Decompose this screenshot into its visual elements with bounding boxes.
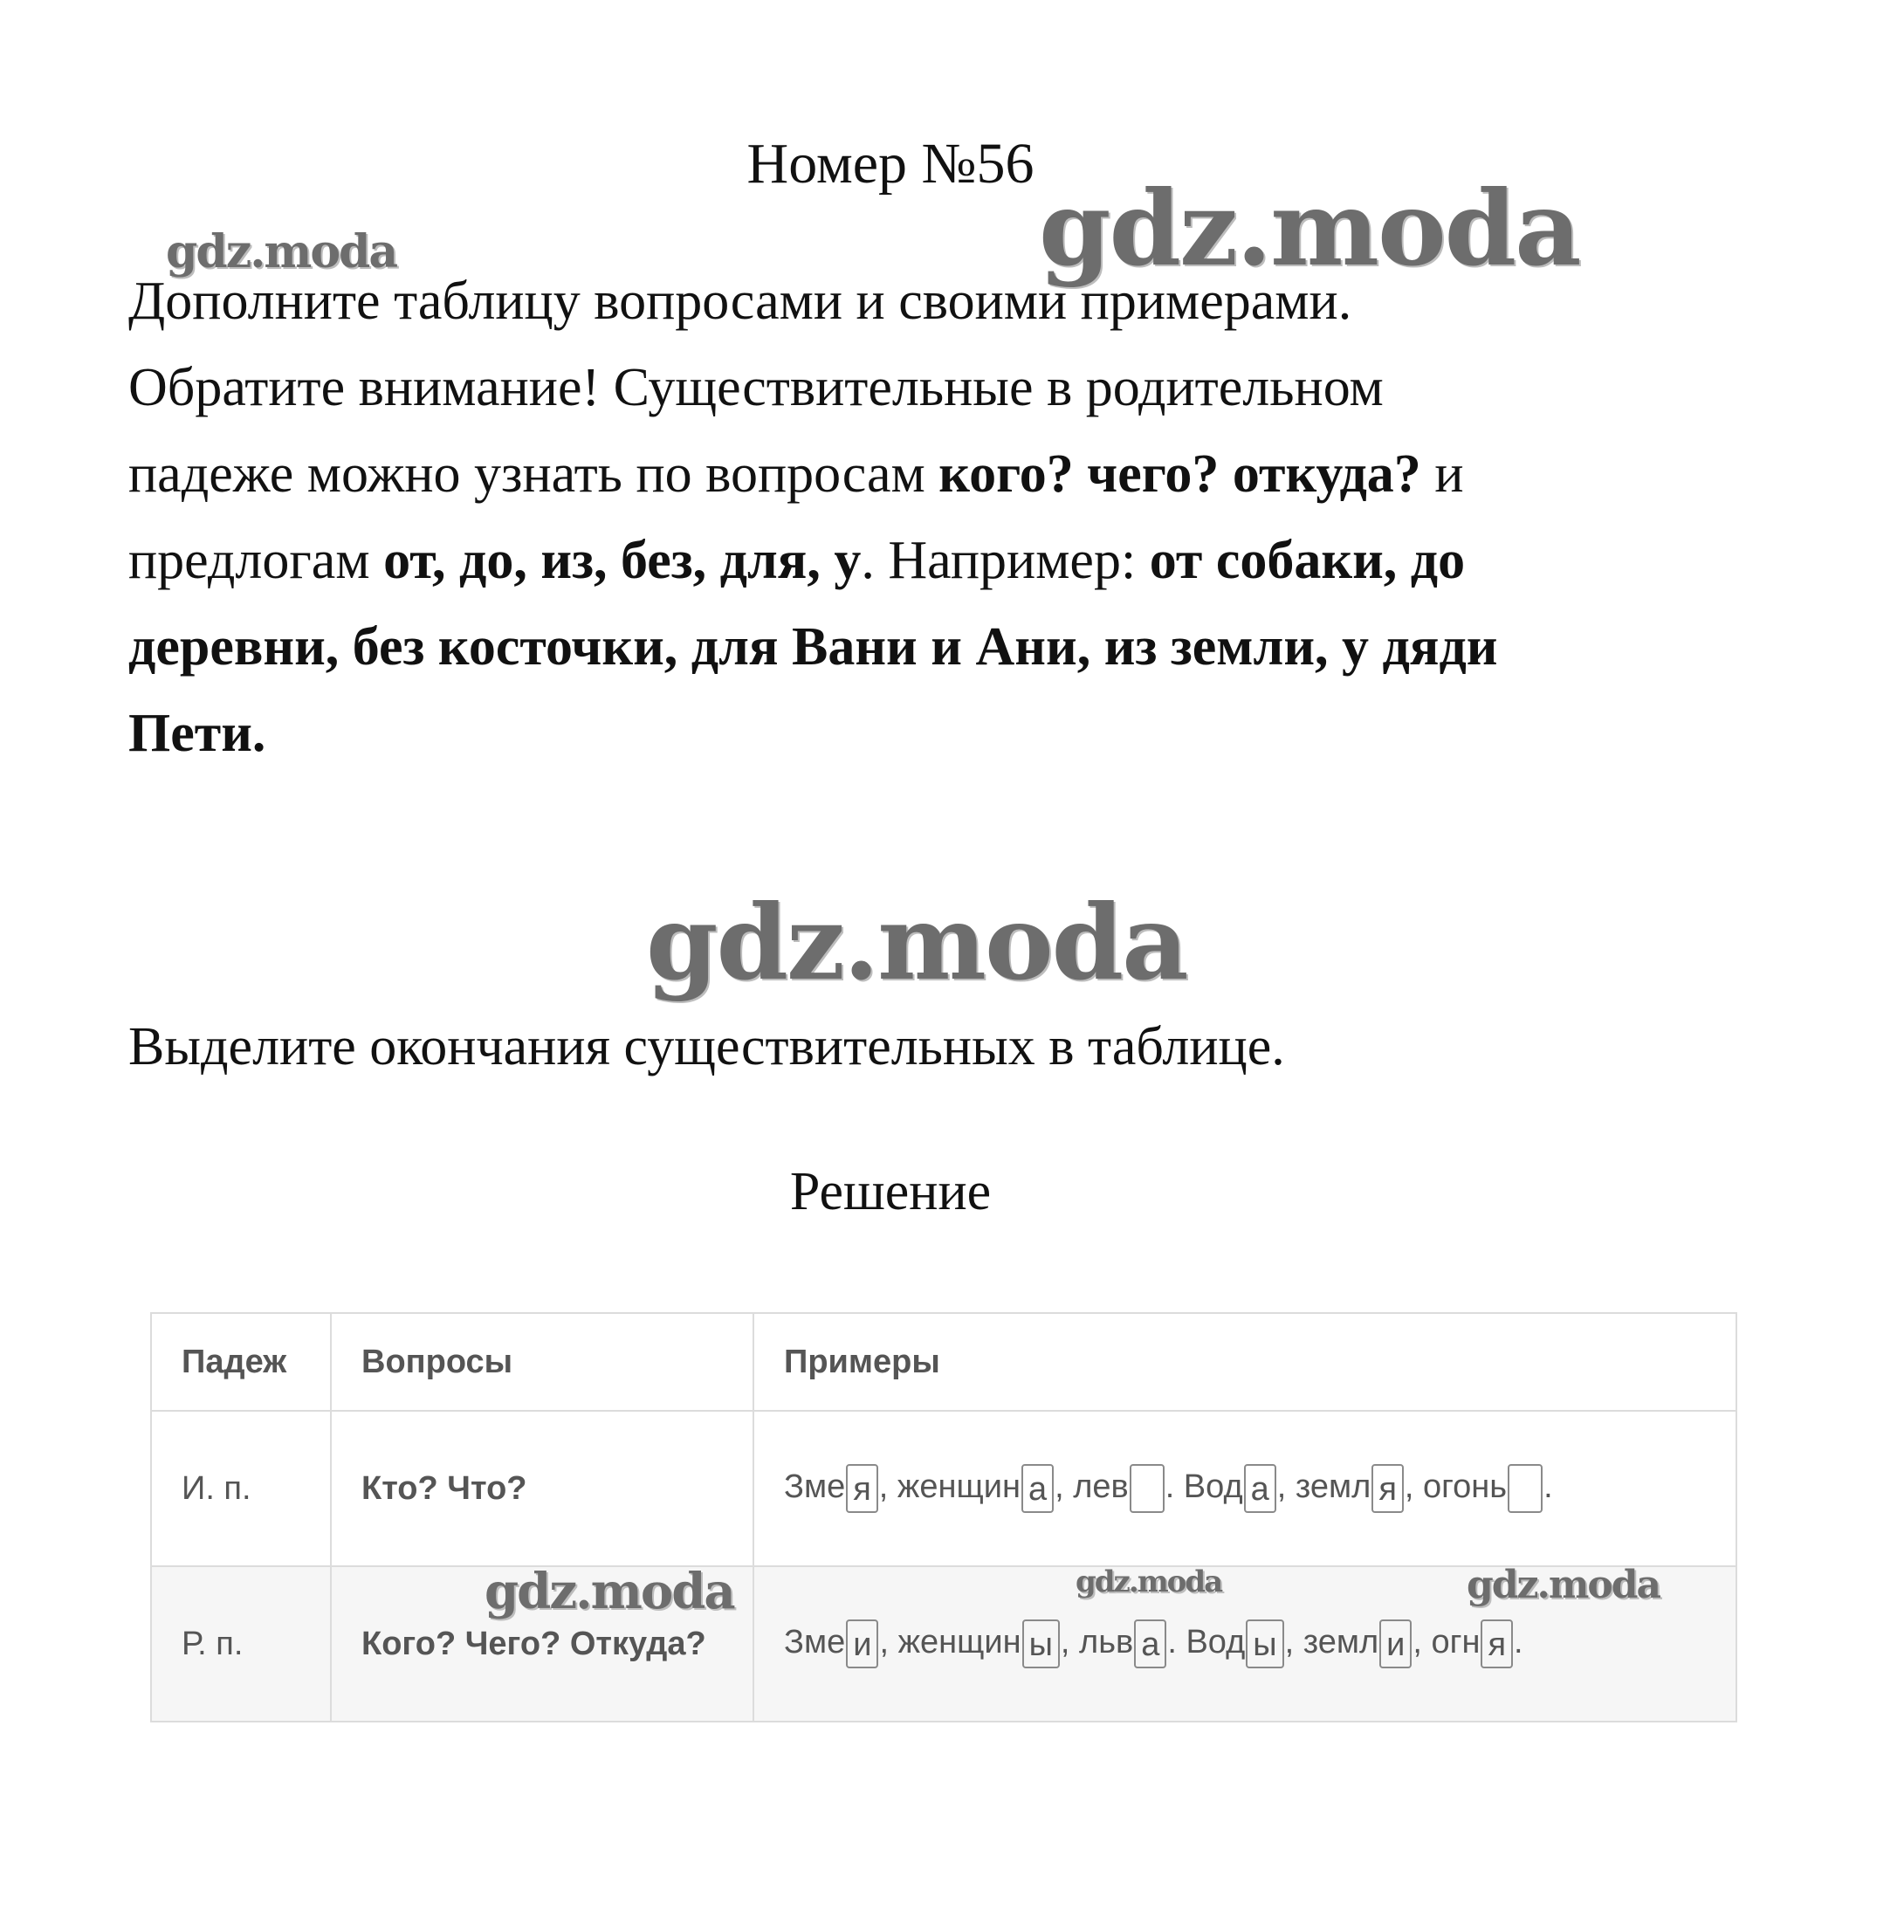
watermark: gdz.moda xyxy=(166,225,397,278)
ending-box: ы xyxy=(1246,1619,1283,1668)
questions-bold: кого? чего? откуда? xyxy=(938,444,1421,504)
task-line: предлогам от, до, из, без, для, у. Например: от собаки, до xyxy=(128,531,1466,590)
questions-cell: Кого? Чего? Откуда? xyxy=(331,1566,753,1722)
ending-box: а xyxy=(1134,1619,1166,1668)
ending-box-empty xyxy=(1508,1464,1543,1513)
watermark: gdz.moda xyxy=(485,1563,734,1620)
header-case: Падеж xyxy=(151,1313,331,1411)
watermark: gdz.moda xyxy=(1076,1564,1222,1599)
task-line: Обратите внимание! Существительные в родительном xyxy=(128,358,1384,417)
ending-box: и xyxy=(846,1619,878,1668)
header-questions: Вопросы xyxy=(331,1313,753,1411)
task-line: Дополните таблицу вопросами и своими примерами. xyxy=(128,272,1352,331)
examples-cell: Зме я , женщин а , лев . Вод а , земл я , огонь . xyxy=(753,1411,1736,1566)
prepositions-bold: от, до, из, без, для, у xyxy=(383,531,862,590)
table-header-row xyxy=(151,1313,1736,1411)
case-cell: И. п. xyxy=(151,1411,331,1566)
task-line: падеже можно узнать по вопросам кого? чего? откуда? и xyxy=(128,444,1464,504)
page-title: Номер №56 xyxy=(746,132,1034,196)
solution-heading: Решение xyxy=(789,1162,992,1221)
questions-cell: Кто? Что? xyxy=(331,1411,753,1566)
header-examples: Примеры xyxy=(753,1313,1736,1411)
instruction-text: Выделите окончания существительных в таблице. xyxy=(128,1017,1285,1076)
ending-box: ы xyxy=(1022,1619,1060,1668)
ending-box: а xyxy=(1244,1464,1276,1513)
ending-box-empty xyxy=(1130,1464,1165,1513)
watermark: gdz.moda xyxy=(1039,168,1580,289)
task-line: деревни, без косточки, для Вани и Ани, из земли, у дяди xyxy=(128,617,1498,677)
ending-box: и xyxy=(1379,1619,1412,1668)
case-cell: Р. п. xyxy=(151,1566,331,1722)
watermark: gdz.moda xyxy=(646,882,1187,1003)
examples-cell: Зме и , женщин ы , льв а . Вод ы , земл и , огн я . xyxy=(753,1566,1736,1722)
examples-bold: от собаки, до xyxy=(1149,531,1466,590)
ending-box: я xyxy=(1481,1619,1513,1668)
ending-box: я xyxy=(846,1464,878,1513)
task-text xyxy=(128,258,1787,777)
table-row xyxy=(151,1411,1736,1566)
ending-box: я xyxy=(1371,1464,1404,1513)
ending-box: а xyxy=(1021,1464,1054,1513)
case-table xyxy=(150,1312,1737,1722)
watermark: gdz.moda xyxy=(1467,1563,1660,1607)
task-line: Пети. xyxy=(128,704,266,763)
